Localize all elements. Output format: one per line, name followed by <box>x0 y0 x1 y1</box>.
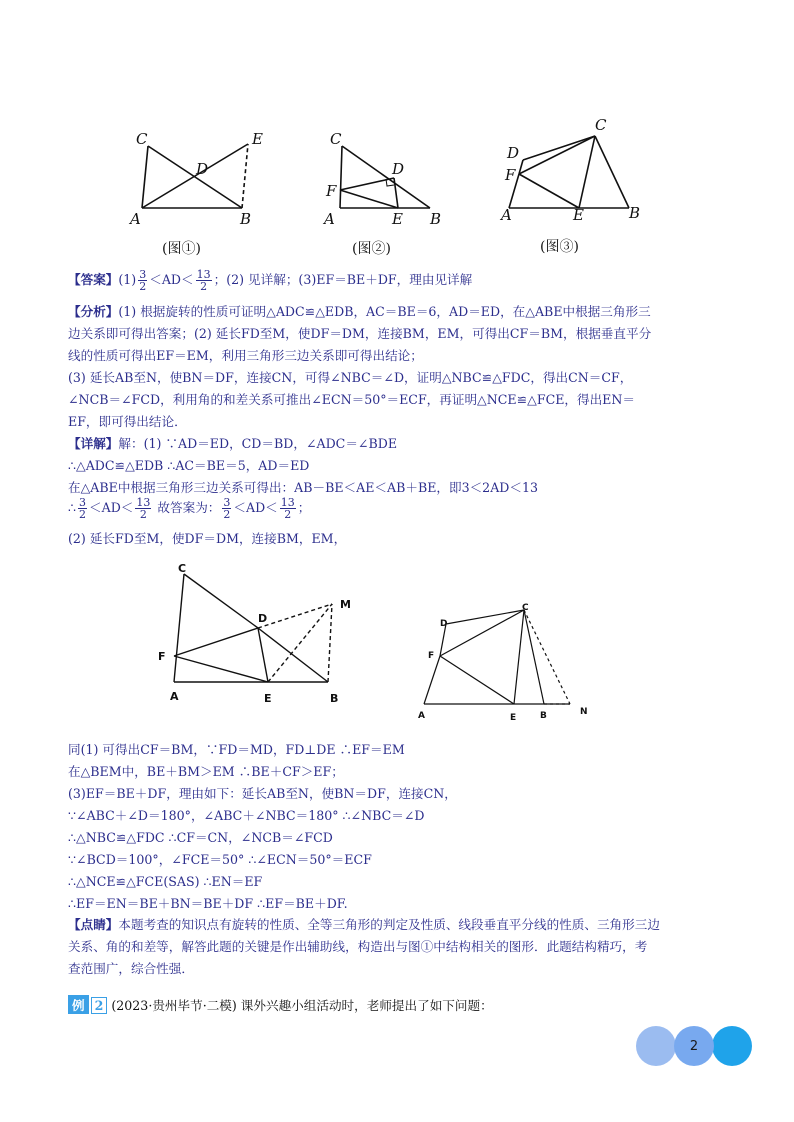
fig4-label-C: C <box>178 562 187 575</box>
figure-5 <box>410 598 600 728</box>
fig3-label-C: C <box>595 116 607 134</box>
answer-line: 【答案】(1) $\frac{3}{2}$ ＜AD＜ $\frac{13}{2}$ ；(2) 见详解；(3)EF＝BE＋DF，理由见详解 <box>68 268 473 293</box>
fig2-label-F: F <box>326 182 337 200</box>
fig4-label-B: B <box>330 692 339 705</box>
page-number-decoration <box>636 1026 752 1066</box>
fig3-label-A: A <box>501 206 512 224</box>
proof-line-4: ∵∠ABC＋∠D＝180°，∠ABC＋∠NBC＝180° ∴∠NBC＝∠D <box>68 808 425 823</box>
fig2-caption: (图②) <box>352 241 391 257</box>
fig5-label-A: A <box>418 711 425 721</box>
analysis-line-1: 【分析】(1) 根据旋转的性质可证明△ADC≌△EDB，AC＝BE＝6，AD＝ED，在△ABE中根据三角形三 <box>68 304 651 319</box>
fig1-label-D: D <box>196 160 209 178</box>
fig4-label-M: M <box>340 598 351 611</box>
example-badge: 例 <box>68 995 89 1014</box>
detail-line-2: ∴△ADC≌△EDB ∴AC＝BE＝5，AD＝ED <box>68 458 310 473</box>
figure-4 <box>150 560 370 710</box>
detail-line-3: 在△ABE中根据三角形三边关系可得出：AB－BE＜AE＜AB＋BE，即3＜2AD＜13 <box>68 480 539 495</box>
analysis-line-6: EF，即可得出结论． <box>68 414 187 429</box>
detail-line-4: ∴ $\frac{3}{2}$ ＜AD＜ $\frac{13}{2}$ 故答案为： $\frac{3}{2}$ ＜AD＜ $\frac{13}{2}$ ； <box>68 496 311 521</box>
fig3-label-B: B <box>629 204 641 222</box>
proof-line-5: ∴△NBC≌△FDC ∴CF＝CN，∠NCB＝∠FCD <box>68 830 333 845</box>
fig2-label-C: C <box>330 130 342 148</box>
page-number: 2 <box>674 1026 714 1066</box>
fig1-label-A: A <box>130 210 141 228</box>
fig5-label-E: E <box>510 713 517 723</box>
detail-line-5: (2) 延长FD至M，使DF＝DM，连接BM，EM， <box>68 531 347 546</box>
fig2-label-B: B <box>430 210 442 228</box>
analysis-line-3: 线的性质可得出EF＝EM，利用三角形三边关系即可得出结论； <box>68 348 423 363</box>
decor-circle-left <box>636 1026 676 1066</box>
fig2-label-A: A <box>324 210 335 228</box>
fig4-label-F: F <box>158 650 166 663</box>
fig3-caption: (图③) <box>540 239 579 255</box>
comment-line-1: 【点睛】本题考查的知识点有旋转的性质、全等三角形的判定及性质、线段垂直平分线的性质、三角形三边 <box>68 917 660 932</box>
fig3-label-F: F <box>505 166 516 184</box>
fig5-label-B: B <box>540 711 547 721</box>
fig5-label-N: N <box>580 707 588 717</box>
analysis-line-5: ∠NCB＝∠FCD，利用角的和差关系可推出∠ECN＝50°＝ECF，再证明△NCE≌△FCE，得出EN＝ <box>68 392 635 407</box>
example-2-heading <box>68 995 493 1014</box>
figure-3 <box>495 112 655 252</box>
fig1-caption: (图①) <box>162 241 201 257</box>
fig3-label-D: D <box>507 144 520 162</box>
fig4-label-D: D <box>258 612 268 625</box>
analysis-line-4: (3) 延长AB至N，使BN＝DF，连接CN，可得∠NBC＝∠D，证明△NBC≌△FDC，得出CN＝CF， <box>68 370 633 385</box>
decor-circle-right <box>712 1026 752 1066</box>
fig2-label-E: E <box>392 210 403 228</box>
proof-line-3: (3)EF＝BE＋DF，理由如下：延长AB至N，使BN＝DF，连接CN， <box>68 786 457 801</box>
proof-line-1: 同(1) 可得出CF＝BM，∵FD＝MD，FD⊥DE ∴EF＝EM <box>68 742 405 757</box>
example-2-text: (2023·贵州毕节·二模) 课外兴趣小组活动时，老师提出了如下问题： <box>111 998 493 1013</box>
comment-line-2: 关系、角的和差等，解答此题的关键是作出辅助线，构造出与图①中结构相关的图形．此题结构精巧，考 <box>68 939 648 954</box>
analysis-line-2: 边关系即可得出答案；(2) 延长FD至M，使DF＝DM，连接BM，EM，可得出CF＝BM，根据垂直平分 <box>68 326 652 341</box>
proof-line-2: 在△BEM中，BE＋BM＞EM ∴BE＋CF＞EF； <box>68 764 344 779</box>
fig1-label-E: E <box>252 130 263 148</box>
proof-line-7: ∴△NCE≌△FCE(SAS) ∴EN＝EF <box>68 874 263 889</box>
fig4-label-E: E <box>264 692 272 705</box>
detail-line-1: 【详解】解：(1) ∵AD＝ED，CD＝BD，∠ADC＝∠BDE <box>68 436 398 451</box>
comment-line-3: 查范围广，综合性强． <box>68 961 194 976</box>
fig2-label-D: D <box>392 160 405 178</box>
fig1-label-B: B <box>240 210 252 228</box>
fig1-label-C: C <box>136 130 148 148</box>
proof-line-6: ∵∠BCD＝100°，∠FCE＝50° ∴∠ECN＝50°＝ECF <box>68 852 372 867</box>
fig4-label-A: A <box>170 690 179 703</box>
fig5-label-C: C <box>522 603 529 613</box>
example-number: 2 <box>91 997 108 1014</box>
fig5-label-D: D <box>440 619 448 629</box>
fig5-label-F: F <box>428 651 435 661</box>
fig3-label-E: E <box>573 206 584 224</box>
proof-line-8: ∴EF＝EN＝BE＋BN＝BE＋DF ∴EF＝BE＋DF. <box>68 896 348 911</box>
